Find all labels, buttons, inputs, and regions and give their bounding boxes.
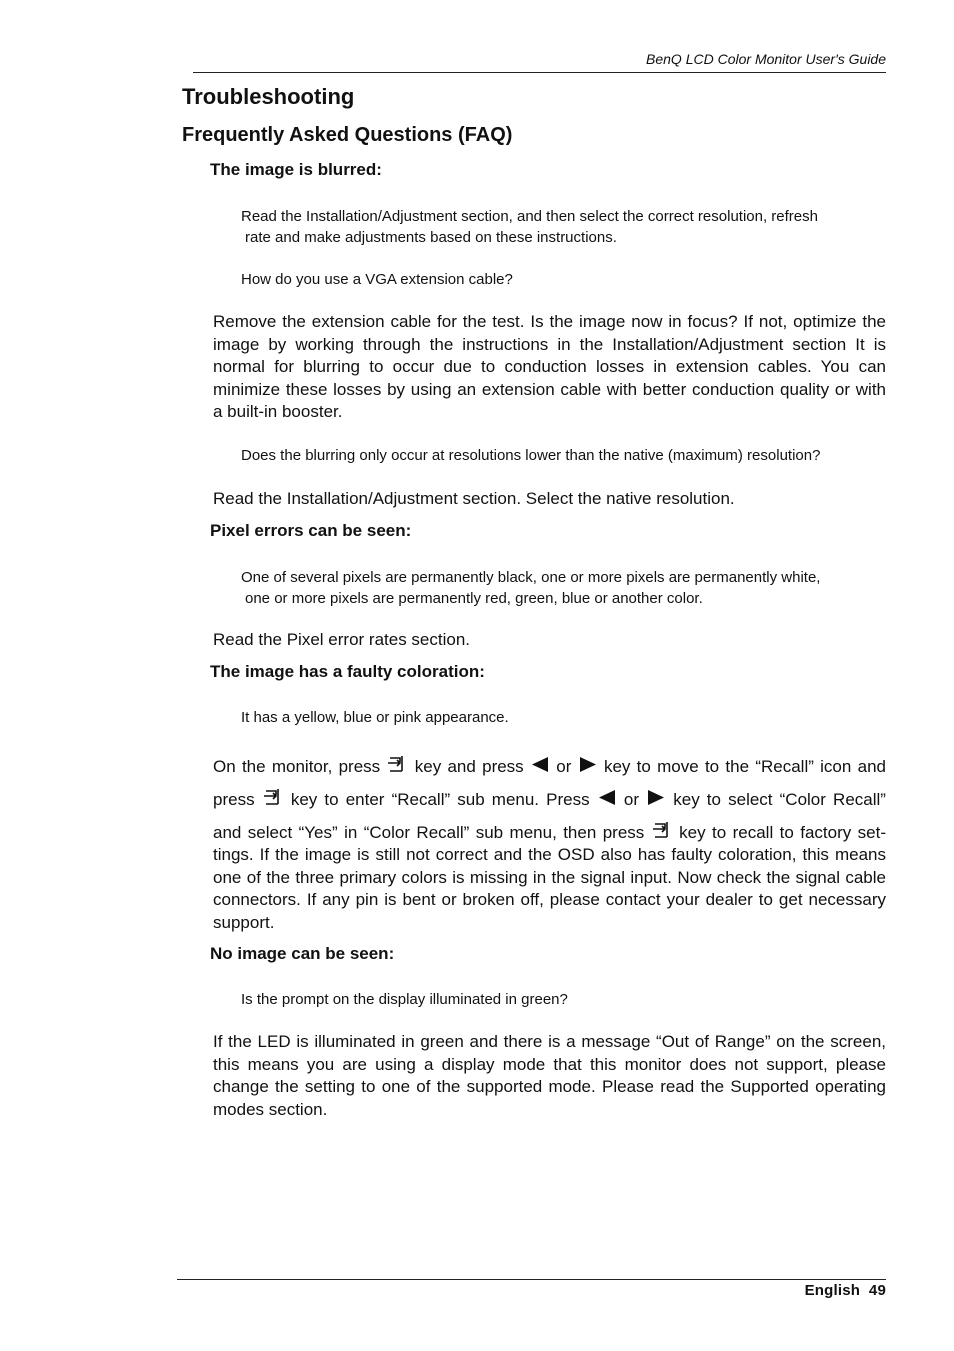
page-number: 49 xyxy=(868,1282,886,1299)
answer-text: key to select “Color Recall” xyxy=(673,790,886,809)
faq-question xyxy=(241,567,881,609)
faq-answer: Remove the extension cable for the test. Is the image now in focus? If not, optimize the image by working through the instructions in the Installation/Adjustment section It is normal for blurring to occur due to conduction losses in extension cables. You can minimize these losses by using an extension cable with better conduction quality or with a built-in booster. xyxy=(213,312,886,422)
section-title: Frequently Asked Questions (FAQ) xyxy=(182,124,513,146)
faq-heading-blurred: The image is blurred: xyxy=(210,160,382,179)
answer-text: key to move to the “Recall” icon and xyxy=(603,757,886,776)
enter-key-icon xyxy=(652,821,672,840)
answer-text: key to enter “Recall” sub menu. Press xyxy=(290,790,590,809)
question-line: one or more pixels are permanently red, green, blue or another color. xyxy=(245,590,703,607)
faq-answer: If the LED is illuminated in green and there is a message “Out of Range” on the screen, this means you are using a display mode that this monitor does not support, please change the setting to one of the supported mode. Please read the Supported operating modes section. xyxy=(213,1032,886,1119)
faq-answer-line xyxy=(213,754,886,780)
right-arrow-icon xyxy=(647,789,665,806)
faq-answer-line xyxy=(213,787,886,813)
right-arrow-icon xyxy=(579,756,597,773)
running-header: BenQ LCD Color Monitor User's Guide xyxy=(646,51,886,67)
faq-answer: Read the Installation/Adjustment section. Select the native resolution. xyxy=(213,489,735,508)
enter-key-icon xyxy=(387,755,407,774)
left-arrow-icon xyxy=(531,756,549,773)
faq-answer: Read the Pixel error rates section. xyxy=(213,630,471,649)
answer-text: key to recall to factory set- xyxy=(679,823,886,842)
question-line: rate and make adjustments based on these instructions. xyxy=(245,229,617,246)
question-line: One of several pixels are permanently black, one or more pixels are permanently white, xyxy=(241,569,821,586)
answer-text: key and press xyxy=(414,757,524,776)
faq-answer: tings. If the image is still not correct and the OSD also has faulty coloration, this means one of the three primary colors is missing in the signal input. Now check the signal cable connectors. If any pin is bent or broken off, please contact your dealer to get necessary support. xyxy=(213,845,886,932)
faq-question xyxy=(241,206,881,248)
answer-text: and select “Yes” in “Color Recall” sub menu, then press xyxy=(213,823,645,842)
page-footer xyxy=(805,1282,886,1299)
faq-heading-color: The image has a faulty coloration: xyxy=(210,662,485,681)
answer-text: or xyxy=(556,757,572,776)
faq-question: Is the prompt on the display illuminated in green? xyxy=(241,991,568,1008)
faq-question: How do you use a VGA extension cable? xyxy=(241,271,513,288)
faq-question: Does the blurring only occur at resolutions lower than the native (maximum) resolution? xyxy=(241,447,821,464)
faq-answer-line xyxy=(213,820,886,846)
answer-text: On the monitor, press xyxy=(213,757,381,776)
faq-heading-pixel: Pixel errors can be seen: xyxy=(210,521,412,540)
question-line: Read the Installation/Adjustment section, and then select the correct resolution, refresh xyxy=(241,208,818,225)
page-title: Troubleshooting xyxy=(182,84,355,109)
faq-question: It has a yellow, blue or pink appearance. xyxy=(241,709,509,726)
enter-key-icon xyxy=(263,788,283,807)
footer-divider xyxy=(177,1279,886,1280)
answer-text: press xyxy=(213,790,255,809)
footer-language: English xyxy=(804,1282,861,1299)
header-divider xyxy=(193,72,886,73)
left-arrow-icon xyxy=(598,789,616,806)
answer-text: or xyxy=(623,790,639,809)
faq-heading-noimage: No image can be seen: xyxy=(210,944,395,963)
